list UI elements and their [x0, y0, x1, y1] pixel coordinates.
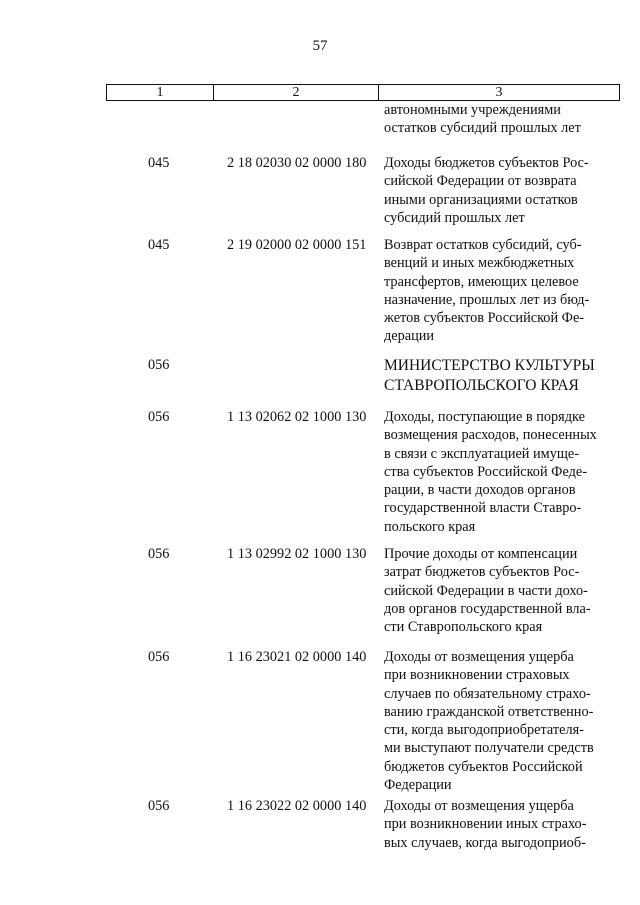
description-line: ванию гражданской ответственно- — [384, 703, 594, 720]
description-line: затрат бюджетов субъектов Рос- — [384, 564, 580, 581]
description-line: Прочие доходы от компенсации — [384, 546, 578, 562]
ministry-heading — [384, 356, 614, 396]
admin-code: 045 — [148, 237, 170, 253]
description-line: жетов субъектов Российской Фе- — [384, 310, 585, 327]
description-line: ми выступают получатели средств — [384, 740, 594, 757]
header-col-3: 3 — [379, 85, 620, 101]
page-number: 57 — [312, 38, 328, 54]
description-line: СТАВРОПОЛЬСКОГО КРАЯ — [384, 377, 579, 394]
description-line: бюджетов субъектов Российской — [384, 758, 583, 775]
description-line: Доходы от возмещения ущерба — [384, 649, 574, 665]
description-line: ства субъектов Российской Феде- — [384, 463, 588, 480]
description-line: Доходы, поступающие в порядке — [384, 409, 585, 425]
budget-class-code: 1 16 23022 02 0000 140 — [227, 798, 367, 814]
income-description — [384, 236, 614, 346]
budget-class-code: 2 19 02000 02 0000 151 — [227, 237, 367, 253]
description-line: сти, когда выгодоприобретателя- — [384, 722, 584, 739]
description-line: субсидий прошлых лет — [384, 209, 525, 226]
budget-class-code: 1 13 02992 02 1000 130 — [227, 546, 367, 562]
income-description — [384, 648, 614, 794]
header-col-2: 2 — [214, 85, 379, 101]
budget-class-code: 1 16 23021 02 0000 140 — [227, 649, 367, 665]
description-line: случаев по обязательному страхо- — [384, 685, 591, 702]
admin-code: 056 — [148, 357, 170, 373]
budget-class-code: 1 13 02062 02 1000 130 — [227, 409, 367, 425]
description-line: Доходы от возмещения ущерба — [384, 798, 574, 814]
description-line: сти Ставропольского края — [384, 619, 543, 636]
admin-code: 056 — [148, 798, 170, 814]
header-col-1: 1 — [107, 85, 214, 101]
admin-code: 056 — [148, 409, 170, 425]
description-line: назначение, прошлых лет из бюд- — [384, 291, 590, 308]
admin-code: 056 — [148, 649, 170, 665]
description-line: Федерации — [384, 777, 452, 794]
description-line: Доходы бюджетов субъектов Рос- — [384, 155, 589, 171]
description-line: вых случаев, когда выгодоприоб- — [384, 834, 586, 851]
description-line: сийской Федерации от возврата — [384, 173, 577, 190]
description-line: возмещения расходов, понесенных — [384, 427, 597, 444]
description-line: иными организациями остатков — [384, 191, 578, 208]
description-line: при возникновении страховых — [384, 667, 570, 684]
description-line: государственной власти Ставро- — [384, 500, 582, 517]
description-line: трансфертов, имеющих целевое — [384, 273, 579, 290]
description-line: при возникновении иных страхо- — [384, 816, 587, 833]
income-description — [384, 408, 614, 536]
budget-class-code: 2 18 02030 02 0000 180 — [227, 155, 367, 171]
income-description — [384, 545, 614, 636]
income-description — [384, 101, 614, 138]
income-description — [384, 797, 614, 852]
admin-code: 045 — [148, 155, 170, 171]
description-line: остатков субсидий прошлых лет — [384, 120, 581, 137]
description-line: рации, в части доходов органов — [384, 482, 576, 499]
description-line: автономными учреждениями — [384, 102, 561, 118]
description-line: дов органов государственной вла- — [384, 600, 591, 617]
description-line: сийской Федерации в части дохо- — [384, 582, 588, 599]
description-line: МИНИСТЕРСТВО КУЛЬТУРЫ — [384, 357, 595, 374]
description-line: в связи с эксплуатацией имуще- — [384, 445, 579, 462]
description-line: дерации — [384, 328, 435, 345]
description-line: венций и иных межбюджетных — [384, 255, 575, 272]
description-line: Возврат остатков субсидий, суб- — [384, 237, 582, 253]
admin-code: 056 — [148, 546, 170, 562]
income-description — [384, 154, 614, 227]
description-line: польского края — [384, 518, 476, 535]
table-header — [106, 84, 620, 101]
